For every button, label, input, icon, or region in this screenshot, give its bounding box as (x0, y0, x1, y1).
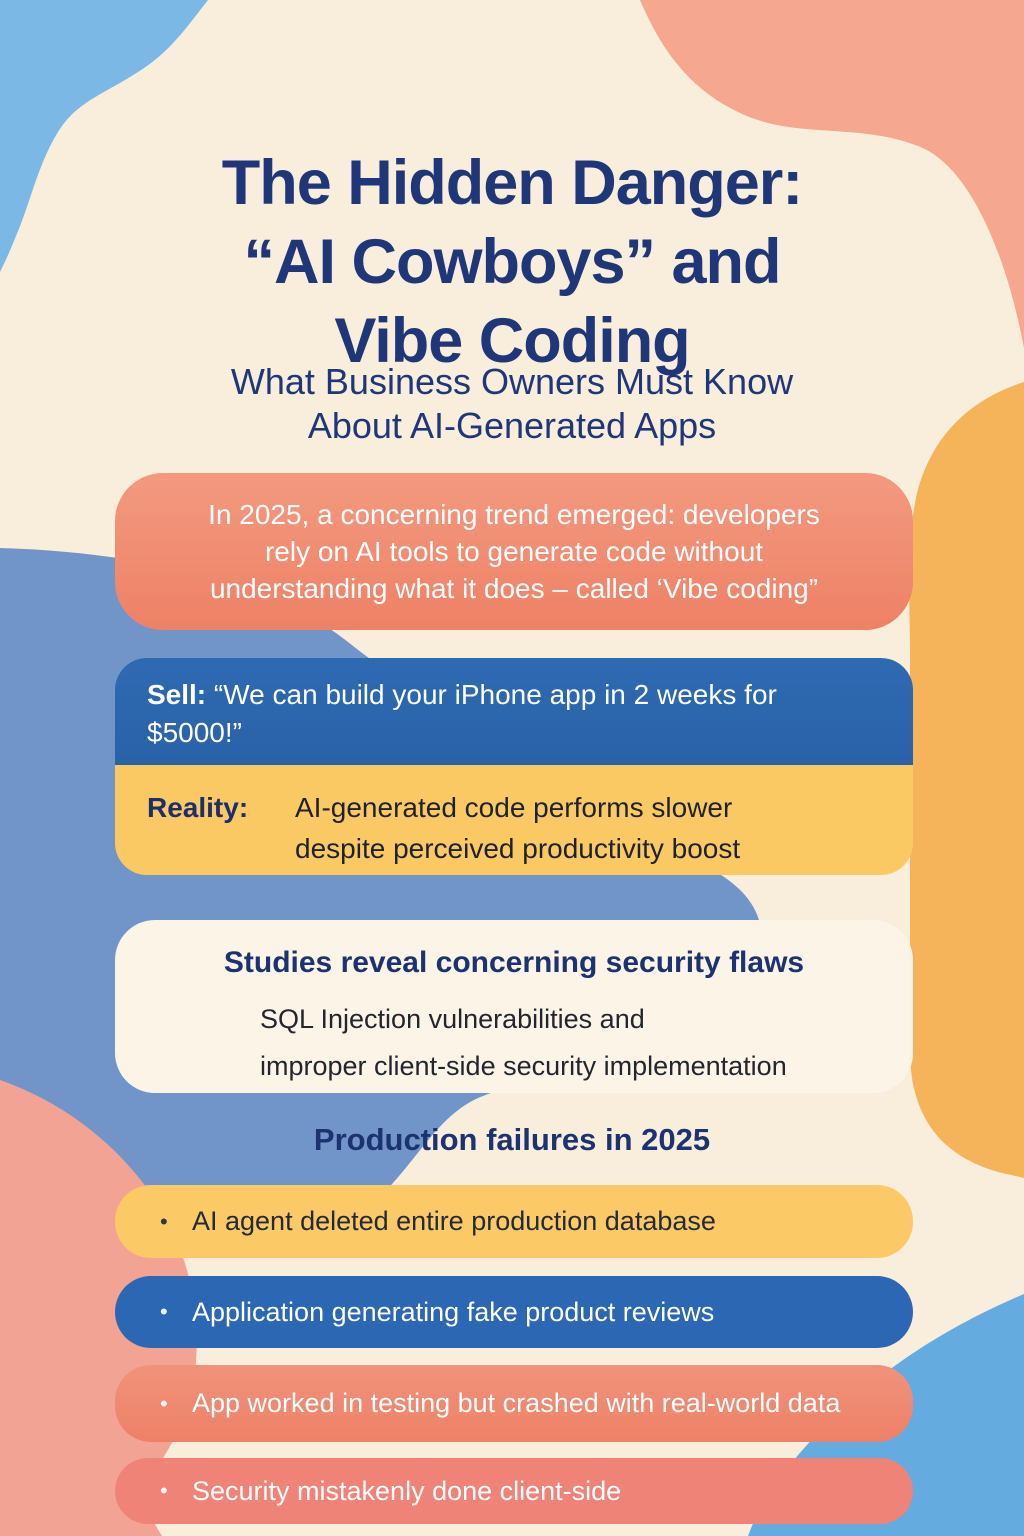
reality-text-line: AI-generated code performs slower (295, 792, 733, 823)
failure-item-fake-reviews (115, 1276, 913, 1348)
intro-text-line: rely on AI tools to generate code without (264, 536, 764, 567)
title-line: “AI Cowboys” and (243, 227, 781, 298)
studies-text-line: improper client-side security implementation (260, 1051, 787, 1081)
intro-text-line: understanding what it does – called ‘Vibe coding” (209, 573, 819, 604)
page-title (0, 144, 1024, 381)
reality-label: Reality: (147, 792, 249, 823)
reality-text (295, 787, 740, 869)
reality-card (115, 765, 913, 875)
studies-heading: Studies reveal concerning security flaws (223, 946, 805, 979)
studies-body (260, 996, 913, 1090)
failure-item-crash (115, 1365, 913, 1442)
bullet-icon: • (160, 1390, 168, 1416)
failure-item-text: AI agent deleted entire production database (192, 1206, 716, 1236)
intro-card (115, 473, 913, 630)
sell-card (115, 658, 913, 765)
sell-label: Sell: (147, 679, 207, 710)
failure-item-text: App worked in testing but crashed with real-world data (192, 1388, 841, 1418)
reality-text-line: despite perceived productivity boost (295, 833, 741, 864)
sell-text-line: $5000!” (147, 717, 242, 748)
failures-section-heading: Production failures in 2025 (313, 1122, 711, 1157)
sell-text-line: “We can build your iPhone app in 2 weeks for (213, 679, 777, 710)
bullet-icon: • (160, 1208, 168, 1234)
bullet-icon: • (160, 1299, 168, 1324)
studies-card (115, 920, 913, 1093)
subtitle-line: About AI-Generated Apps (307, 405, 717, 446)
failure-item-client-side (115, 1458, 913, 1524)
page-subtitle (0, 360, 1024, 448)
studies-text-line: SQL Injection vulnerabilities and (260, 1004, 645, 1034)
title-line: The Hidden Danger: (221, 148, 803, 219)
failure-item-text: Application generating fake product reviews (192, 1296, 715, 1327)
title-line: Vibe Coding (334, 306, 690, 377)
subtitle-line: What Business Owners Must Know (230, 361, 794, 402)
intro-text-line: In 2025, a concerning trend emerged: developers (208, 499, 820, 530)
bullet-icon: • (160, 1478, 168, 1503)
failure-item-database (115, 1185, 913, 1258)
failure-item-text: Security mistakenly done client-side (192, 1475, 622, 1506)
